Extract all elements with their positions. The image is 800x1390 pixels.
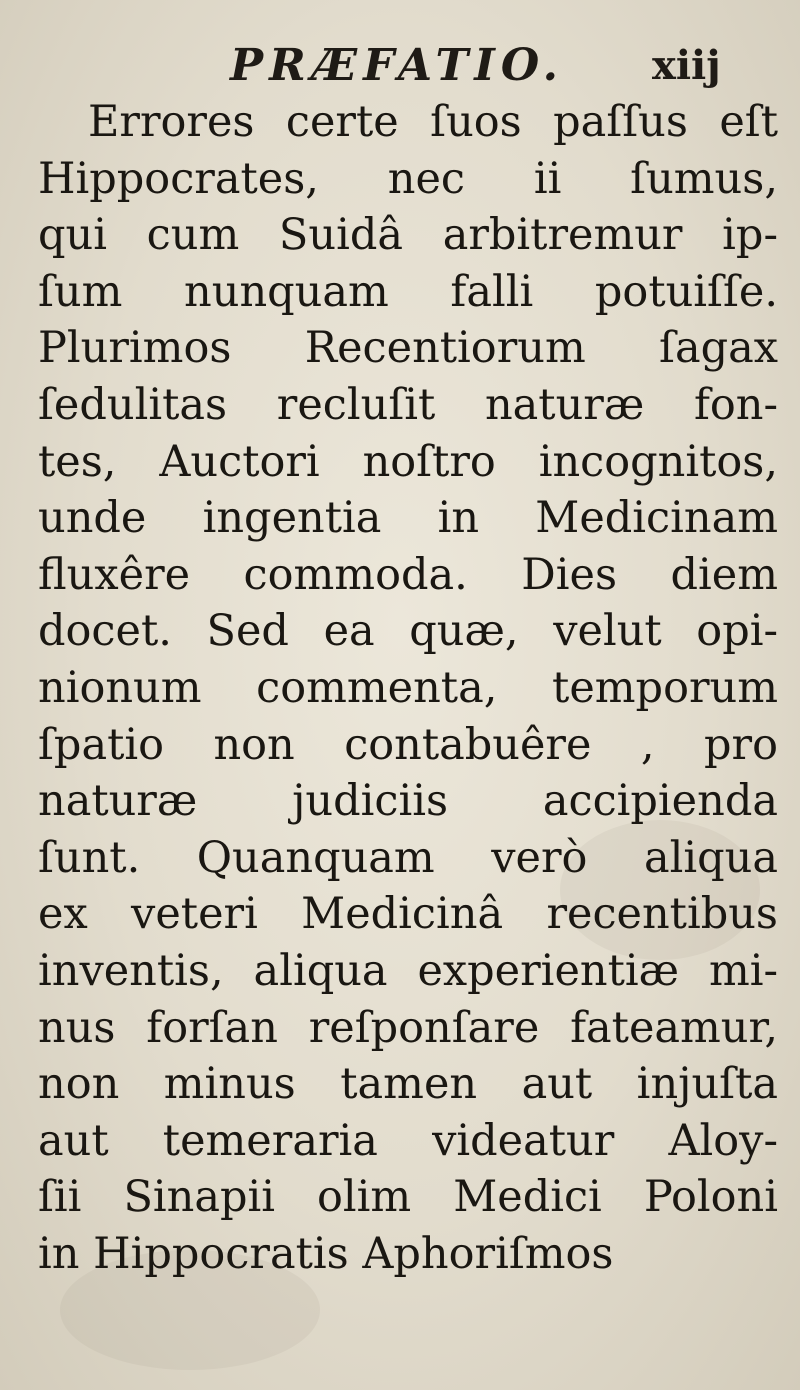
text-line: fluxêre commoda. Dies diem (38, 549, 778, 600)
text-line: non minus tamen aut injuſta (38, 1059, 778, 1110)
text-line: docet. Sed ea quæ, velut opi- (38, 606, 778, 657)
text-line: Plurimos Recentiorum ſagax (38, 323, 778, 374)
running-head (0, 40, 800, 100)
text-line: ſunt. Quanquam verò aliqua (38, 832, 778, 883)
text-line: naturæ judiciis accipienda (38, 776, 778, 827)
text-line: Errores certe ſuos paſſus eſt (88, 97, 778, 147)
text-line: nus forſan reſponſare fateamur, (38, 1002, 778, 1053)
running-head-title: PRÆFATIO. (230, 40, 564, 91)
text-line: ſpatio non contabuêre , pro (38, 719, 778, 770)
page-number: xiij (652, 42, 721, 89)
text-line: qui cum Suidâ arbitremur ip- (38, 210, 778, 261)
body-text (38, 94, 778, 1282)
text-line: ex veteri Medicinâ recentibus (38, 889, 778, 940)
text-line: tes, Auctori noſtro incognitos, (38, 436, 778, 487)
text-line: nionum commenta, temporum (38, 662, 778, 713)
text-line: in Hippocratis Aphoriſmos (38, 1228, 614, 1279)
text-line: unde ingentia in Medicinam (38, 493, 778, 544)
text-line: aut temeraria videatur Aloy- (38, 1115, 778, 1166)
text-line: ſii Sinapii olim Medici Poloni (38, 1172, 778, 1223)
text-line: Hippocrates, nec ii ſumus, (38, 153, 778, 204)
text-line: inventis, aliqua experientiæ mi- (38, 945, 778, 996)
text-line: ſum nunquam falli potuiſſe. (38, 266, 778, 317)
text-line: ſedulitas recluſit naturæ fon- (38, 379, 778, 430)
